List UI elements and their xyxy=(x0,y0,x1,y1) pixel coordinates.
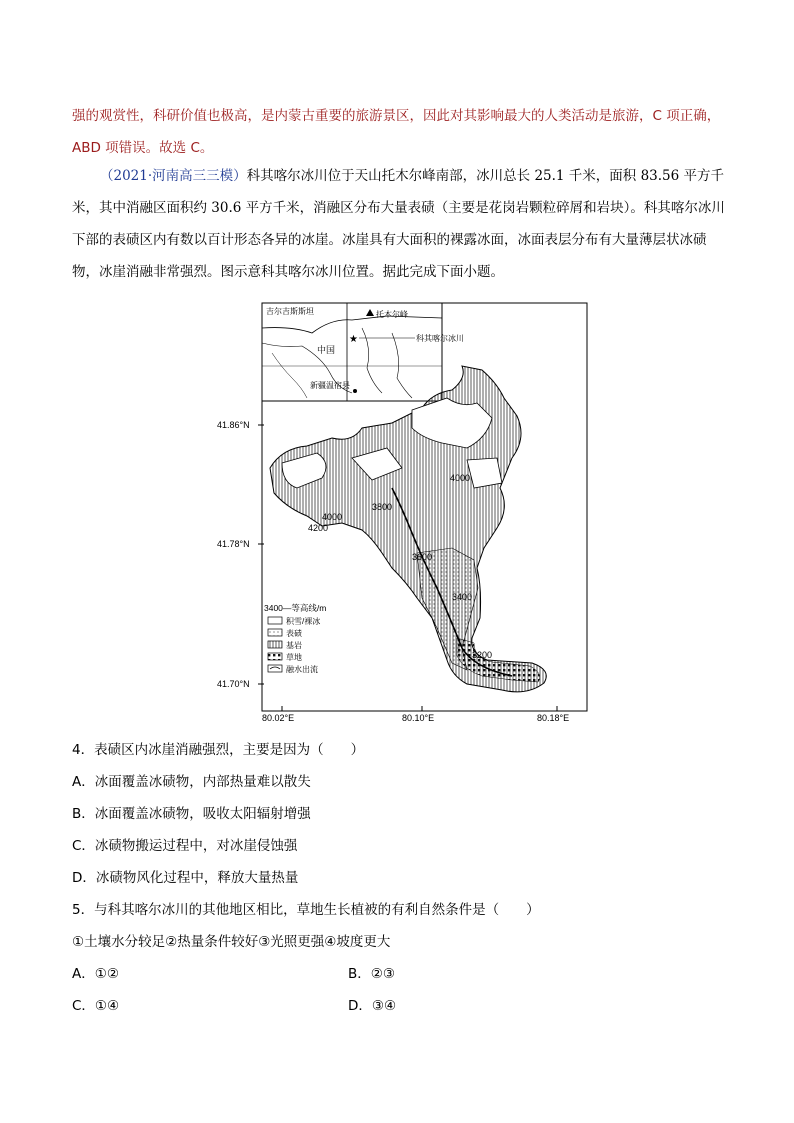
question-4-option-d[interactable]: D．冰碛物风化过程中，释放大量热量 xyxy=(72,870,299,886)
lon-label-1: 80.02°E xyxy=(262,713,295,723)
question-4-option-c[interactable]: C．冰碛物搬运过程中，对冰崖侵蚀强 xyxy=(72,838,298,854)
contour-label-2: 3800 xyxy=(372,502,393,512)
passage xyxy=(72,160,732,288)
legend-item-bedrock: 基岩 xyxy=(286,641,302,650)
lat-label-2: 41.78°N xyxy=(217,539,250,549)
inset-label-glacier: 科其喀尔冰川 xyxy=(416,334,464,343)
question-5-option-b[interactable]: B．②③ xyxy=(348,966,395,982)
legend-item-snow: 积雪/裸冰 xyxy=(286,617,321,626)
question-4-option-a[interactable]: A．冰面覆盖冰碛物，内部热量难以散失 xyxy=(72,774,311,790)
question-5-stem: 5．与科其喀尔冰川的其他地区相比，草地生长植被的有利自然条件是（ ） xyxy=(72,902,540,918)
answer-line-2: ABD 项错误。故选 C。 xyxy=(72,140,214,156)
inset-label-county: 新疆温宿县 xyxy=(310,381,350,390)
contour-label-6: 3400 xyxy=(452,592,473,602)
question-5-option-c[interactable]: C．①④ xyxy=(72,998,120,1014)
map-legend xyxy=(264,603,326,674)
contour-label-7: 3200 xyxy=(472,650,493,660)
contour-label-1: 4000 xyxy=(450,473,471,483)
glacier-map xyxy=(212,298,592,723)
question-5-conditions: ①土壤水分较足②热量条件较好③光照更强④坡度更大 xyxy=(72,934,391,950)
inset-label-peak: 托木尔峰 xyxy=(376,310,408,319)
passage-source[interactable]: （2021·河南高三三模） xyxy=(100,168,247,184)
legend-item-meltwater: 融水出流 xyxy=(286,665,318,674)
question-5-option-d[interactable]: D．③④ xyxy=(348,998,397,1014)
legend-item-grass: 草地 xyxy=(286,653,302,662)
question-4-option-b[interactable]: B．冰面覆盖冰碛物，吸收太阳辐射增强 xyxy=(72,806,311,822)
contour-label-4: 4200 xyxy=(308,523,329,533)
county-dot-icon xyxy=(353,389,357,393)
contour-label-3: 4000 xyxy=(322,512,343,522)
glacier-star-icon: ★ xyxy=(349,334,358,345)
lon-label-2: 80.10°E xyxy=(402,713,435,723)
lon-label-3: 80.18°E xyxy=(537,713,570,723)
answer-line-1: 强的观赏性，科研价值也极高，是内蒙古重要的旅游景区，因此对其影响最大的人类活动是旅游，C 项正确， xyxy=(72,108,721,124)
inset-map xyxy=(262,303,464,401)
passage-text: 科其喀尔冰川位于天山托木尔峰南部，冰川总长 25.1 千米，面积 83.56 平方千米，其中消融区面积约 30.6 平方千米，消融区分布大量表碛（主要是花岗岩颗粒碎屑和岩块）。科其喀尔冰川下部的表碛区内有数以百计形态各异的冰崖。冰崖具有大面积的裸露冰面，冰面表层分布有大量薄层状冰碛物，冰崖消融非常强烈。图示意科其喀尔冰川位置。据此完成下面小题。 xyxy=(72,168,725,280)
inset-label-kyrgyzstan: 吉尔吉斯斯坦 xyxy=(266,307,314,316)
question-5-option-a[interactable]: A．①② xyxy=(72,966,119,982)
legend-contour: 3400—等高线/m xyxy=(264,603,327,613)
contour-label-5: 3600 xyxy=(412,552,433,562)
lat-label-3: 41.70°N xyxy=(217,679,250,689)
question-4-stem: 4．表碛区内冰崖消融强烈，主要是因为（ ） xyxy=(72,742,365,758)
lat-label-1: 41.86°N xyxy=(217,420,250,430)
inset-label-china: 中国 xyxy=(317,345,336,355)
legend-item-debris: 表碛 xyxy=(286,629,302,638)
